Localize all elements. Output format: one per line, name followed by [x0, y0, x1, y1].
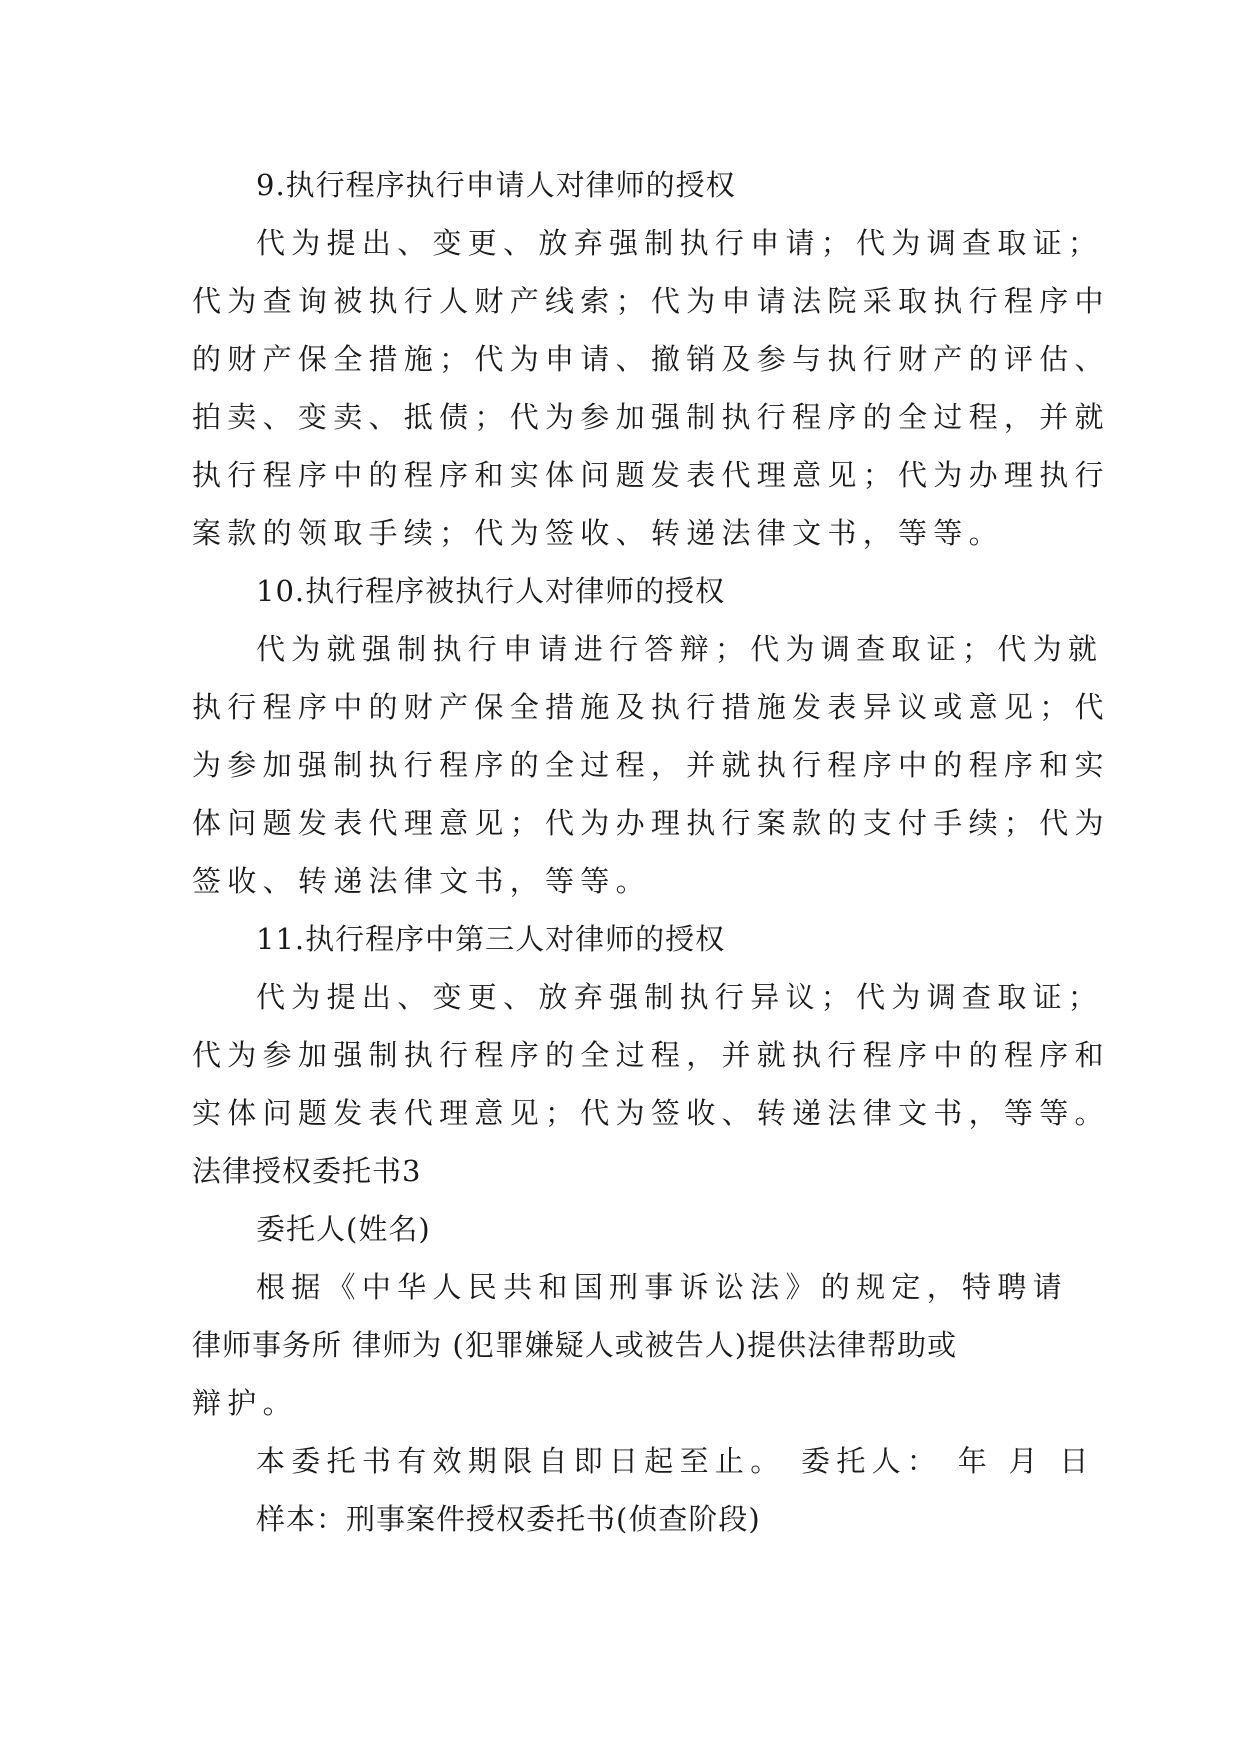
- paragraph-line: 代为提出、变更、放弃强制执行申请；代为调查取证；: [256, 226, 1104, 260]
- paragraph-line: 代为参加强制执行程序的全过程，并就执行程序中的程序和: [192, 1038, 1110, 1072]
- section-heading-10: 10.执行程序被执行人对律师的授权: [256, 574, 726, 608]
- validity-signature-line: 本委托书有效期限自即日起至止。 委托人： 年 月 日: [256, 1444, 1095, 1478]
- document-body: [192, 156, 1110, 1548]
- client-name-line: 委托人(姓名): [256, 1212, 431, 1246]
- paragraph-line: 代为提出、变更、放弃强制执行异议；代为调查取证；: [256, 980, 1104, 1014]
- paragraph-line: 为参加强制执行程序的全过程，并就执行程序中的程序和实: [192, 748, 1110, 782]
- paragraph-line: 代为查询被执行人财产线索；代为申请法院采取执行程序中: [192, 284, 1110, 318]
- paragraph-line: 代为就强制执行申请进行答辩；代为调查取证；代为就: [256, 632, 1104, 666]
- paragraph-line: 拍卖、变卖、抵债；代为参加强制执行程序的全过程，并就: [192, 400, 1110, 434]
- paragraph-line: 执行程序中的程序和实体问题发表代理意见；代为办理执行: [192, 458, 1110, 492]
- paragraph-line: 案款的领取手续；代为签收、转递法律文书，等等。: [192, 516, 1004, 550]
- paragraph-line: 根据《中华人民共和国刑事诉讼法》的规定，特聘请: [256, 1270, 1068, 1304]
- paragraph-line: 的财产保全措施；代为申请、撤销及参与执行财产的评估、: [192, 342, 1110, 376]
- paragraph-line: 律师事务所 律师为 (犯罪嫌疑人或被告人)提供法律帮助或: [192, 1328, 958, 1362]
- paragraph-line: 执行程序中的财产保全措施及执行措施发表异议或意见；代: [192, 690, 1110, 724]
- section-heading-9: 9.执行程序执行申请人对律师的授权: [256, 168, 736, 202]
- paragraph-line: 签收、转递法律文书，等等。: [192, 864, 651, 898]
- paragraph-line: 辩护。: [192, 1386, 298, 1420]
- section-heading-11: 11.执行程序中第三人对律师的授权: [256, 922, 726, 956]
- sample-heading: 样本：刑事案件授权委托书(侦查阶段): [256, 1502, 761, 1536]
- paragraph-line: 体问题发表代理意见；代为办理执行案款的支付手续；代为: [192, 806, 1110, 840]
- document-title: 法律授权委托书3: [192, 1154, 422, 1188]
- paragraph-line: 实体问题发表代理意见；代为签收、转递法律文书，等等。: [192, 1096, 1110, 1130]
